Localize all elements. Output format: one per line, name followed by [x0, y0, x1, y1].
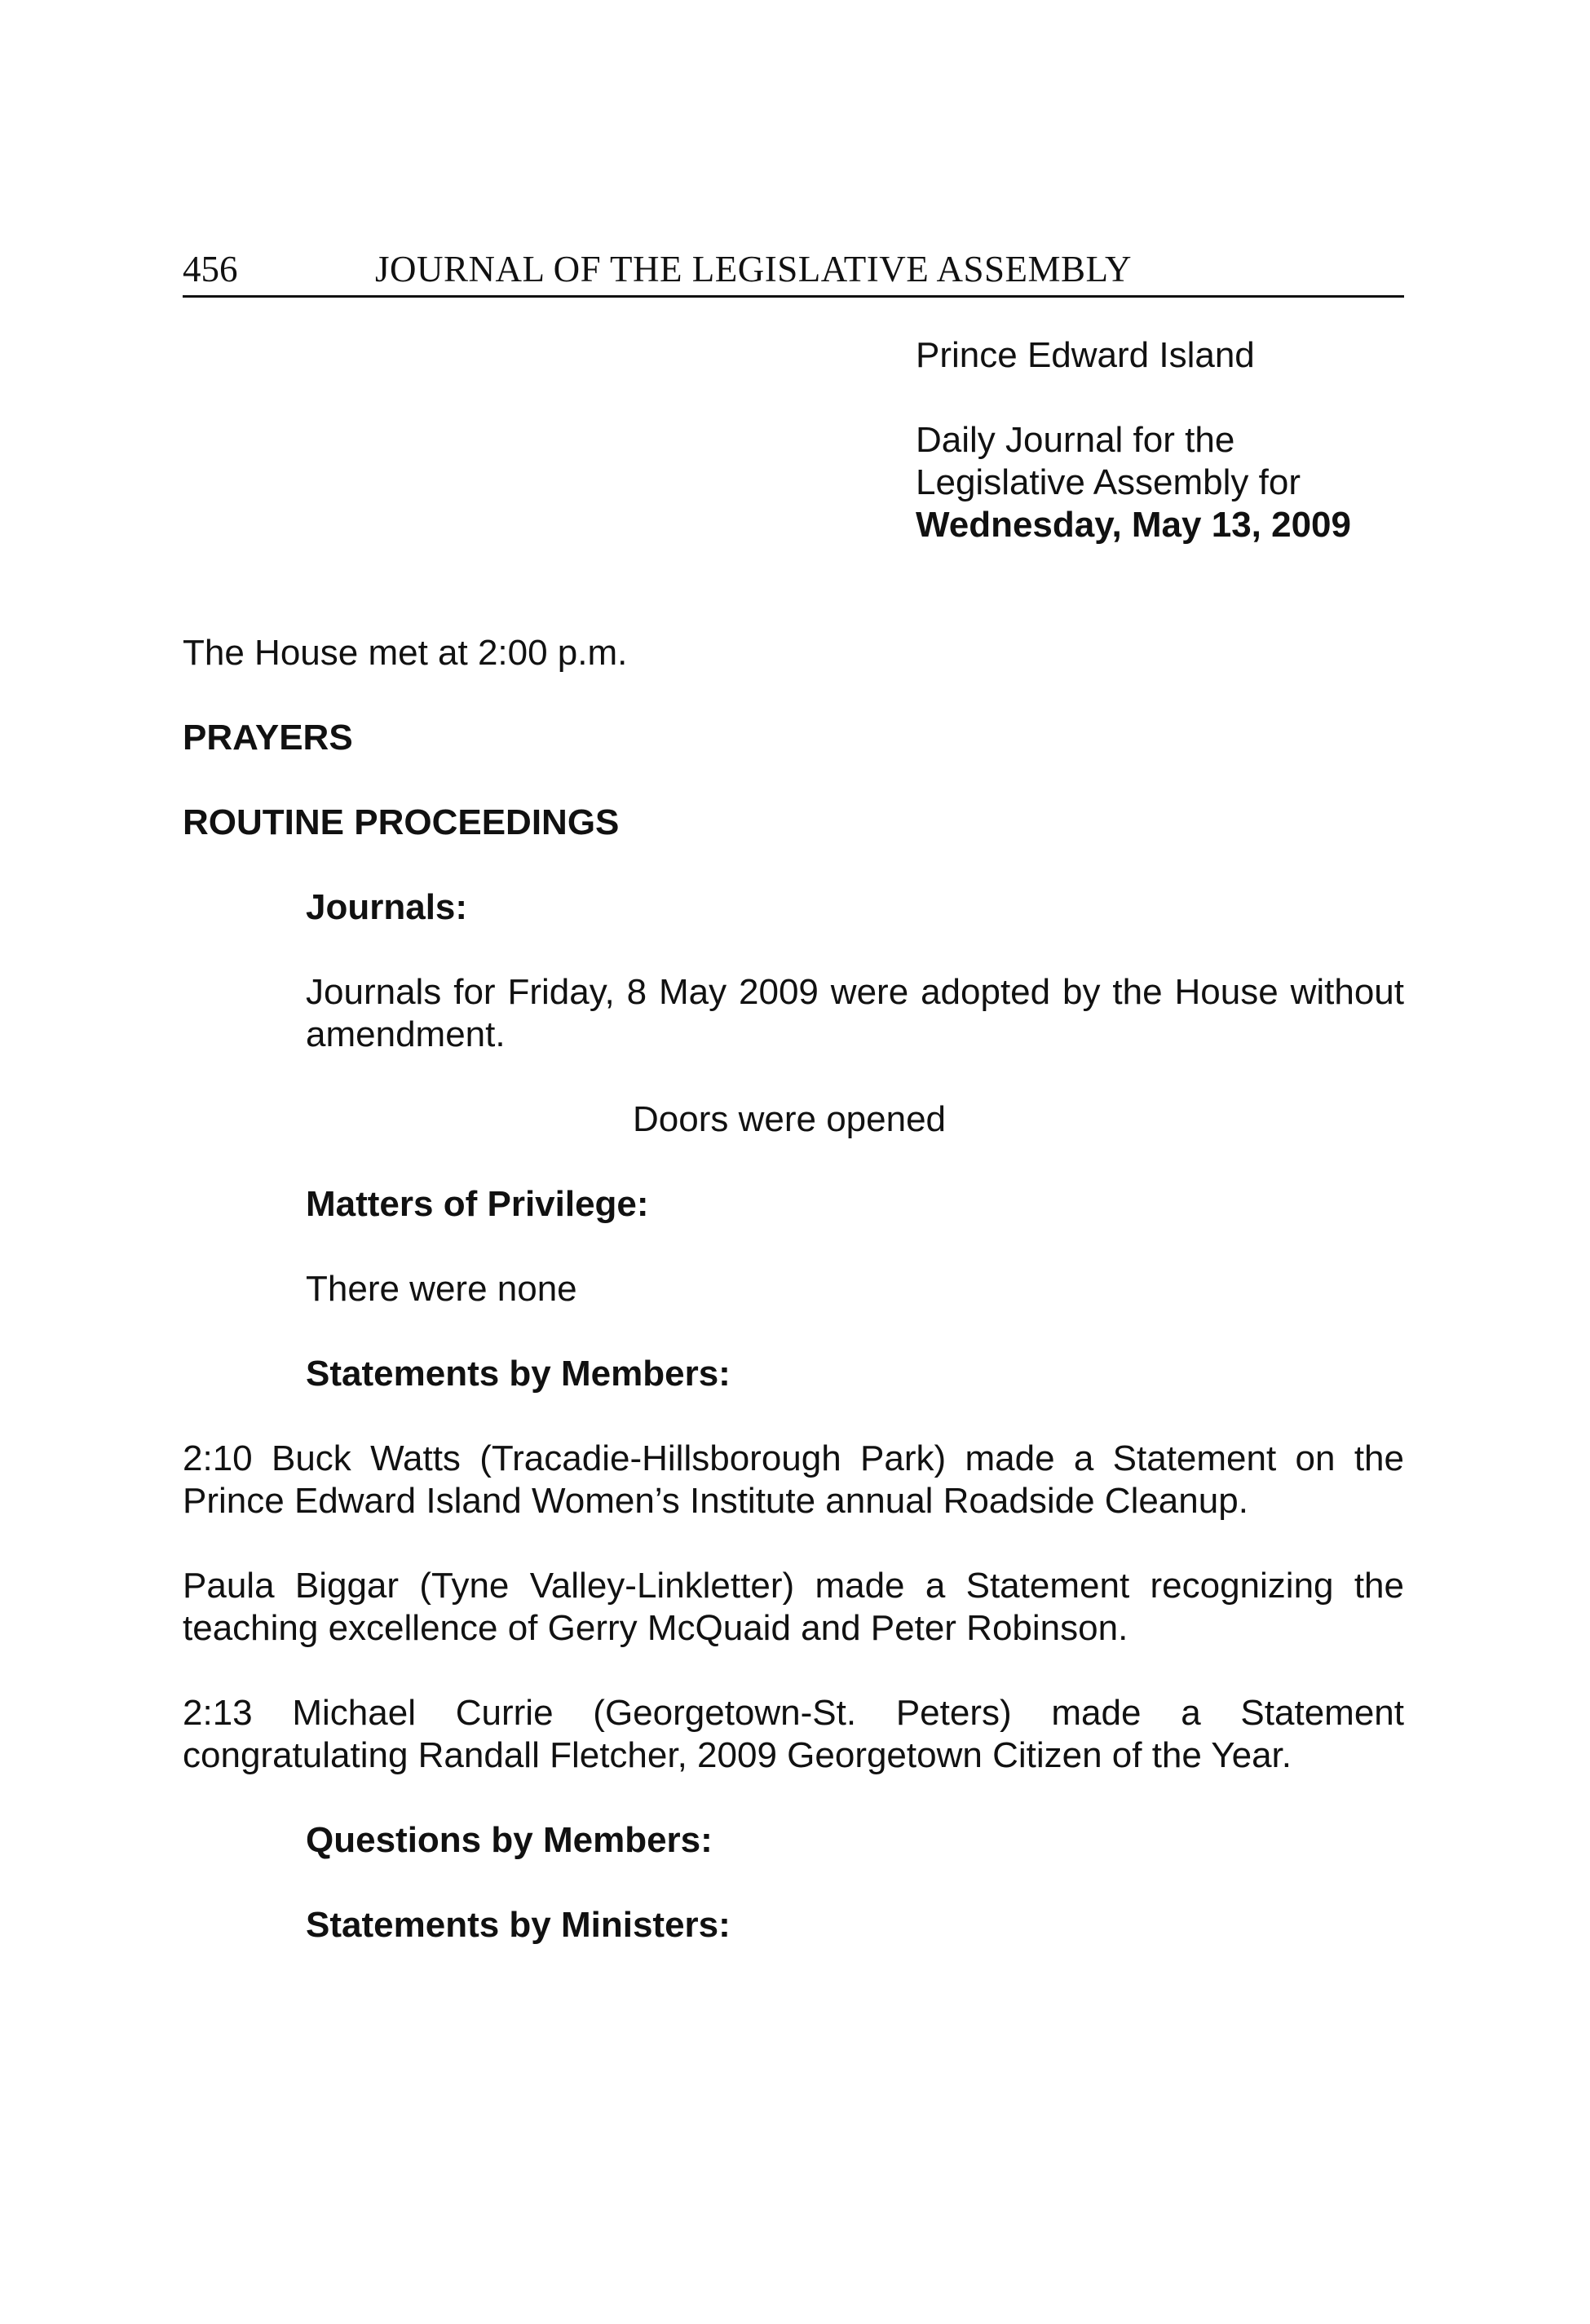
daily-journal-block [916, 419, 1405, 546]
journal-title: JOURNAL OF THE LEGISLATIVE ASSEMBLY [375, 249, 1133, 289]
questions-by-members-heading: Questions by Members: [306, 1820, 713, 1860]
privilege-heading: Matters of Privilege: [306, 1184, 649, 1224]
member-statement: 2:10 Buck Watts (Tracadie-Hillsborough Park) made a Statement on the Prince Edward Island Women’s Institute annual Roadside Cleanup. [183, 1438, 1404, 1521]
journals-text: Journals for Friday, 8 May 2009 were adopted by the House without amendment. [306, 972, 1404, 1054]
member-statement: Paula Biggar (Tyne Valley-Linkletter) made a Statement recognizing the teaching excellence of Gerry McQuaid and Peter Robinson. [183, 1566, 1404, 1648]
house-met-line: The House met at 2:00 p.m. [183, 633, 628, 673]
privilege-text: There were none [306, 1269, 577, 1309]
routine-proceedings-heading: ROUTINE PROCEEDINGS [183, 802, 620, 842]
statements-by-ministers-heading: Statements by Ministers: [306, 1905, 731, 1945]
journals-heading: Journals: [306, 887, 468, 927]
sitting-date: Wednesday, May 13, 2009 [916, 505, 1351, 545]
statements-by-members-heading: Statements by Members: [306, 1354, 731, 1394]
page-number: 456 [183, 249, 238, 289]
daily-journal-line-2: Legislative Assembly for [916, 462, 1301, 502]
page-header [183, 245, 1404, 298]
daily-journal-line-1: Daily Journal for the [916, 420, 1235, 460]
doors-opened-line: Doors were opened [633, 1099, 947, 1139]
member-statement: 2:13 Michael Currie (Georgetown-St. Peters) made a Statement congratulating Randall Fletcher, 2009 Georgetown Citizen of the Year. [183, 1693, 1404, 1775]
prayers-heading: PRAYERS [183, 718, 353, 758]
location-line: Prince Edward Island [916, 335, 1255, 375]
